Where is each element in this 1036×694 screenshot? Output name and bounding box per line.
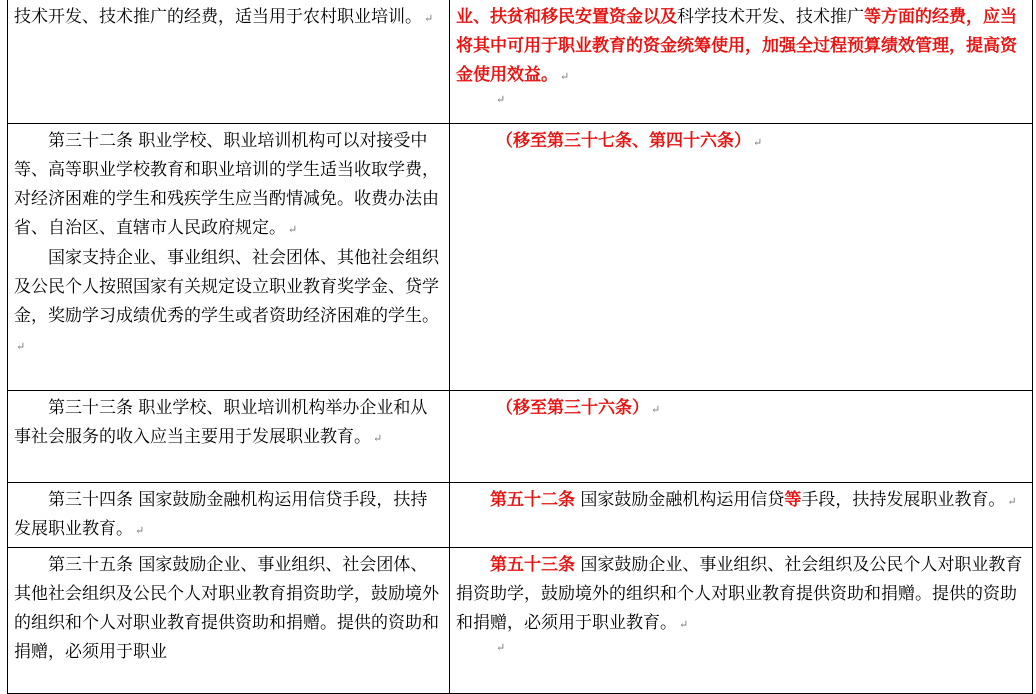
paragraph-text: 国家支持企业、事业组织、社会团体、其他社会组织及公民个人按照国家有关规定设立职业教育奖学金、贷学金，奖励学习成绩优秀的学生或者资助经济困难的学生。	[14, 248, 439, 326]
paragraph	[14, 394, 443, 453]
old-text-cell	[8, 391, 450, 483]
new-text-cell	[450, 0, 1033, 124]
comparison-table	[7, 0, 1033, 694]
old-text-cell	[8, 548, 450, 694]
paragraph	[14, 551, 443, 667]
table-row	[8, 391, 1033, 483]
paragraph-text: 手段，扶持发展职业教育。	[801, 490, 1006, 510]
paragraph	[456, 3, 1026, 91]
paragraph-text: 第三十三条 职业学校、职业培训机构举办企业和从事社会服务的收入应当主要用于发展职业教育。	[14, 398, 428, 447]
paragraph	[456, 486, 1026, 516]
table-row	[8, 483, 1033, 548]
article-number: 第五十三条	[490, 555, 575, 575]
paragraph-text: 国家鼓励企业、事业组织、社会组织及公民个人对职业教育捐资助学，鼓励境外的组织和个人对职业教育提供资助和捐赠。提供的资助和捐赠，必须用于职业教育。	[456, 555, 1023, 633]
paragraph	[14, 3, 443, 33]
paragraph	[456, 551, 1026, 639]
article-number: 第五十二条	[490, 490, 575, 510]
paragraph-mark: ↵	[496, 641, 506, 654]
paragraph-text: 第三十四条 国家鼓励金融机构运用信贷手段，扶持发展职业教育。	[14, 490, 428, 539]
new-text-cell	[450, 124, 1033, 391]
paragraph-mark: ↵	[1007, 495, 1017, 508]
paragraph-mark: ↵	[651, 403, 661, 416]
paragraph	[14, 244, 443, 361]
table-row	[8, 548, 1033, 694]
added-text: 业、扶贫和移民安置资金以及	[456, 7, 677, 27]
paragraph-text: 国家鼓励金融机构运用信贷	[575, 490, 785, 510]
new-text-cell	[450, 391, 1033, 483]
moved-note: （移至第三十六条）	[496, 398, 649, 418]
paragraph-mark: ↵	[135, 524, 145, 537]
table-row	[8, 124, 1033, 391]
added-text: 等	[784, 490, 802, 510]
paragraph-mark: ↵	[16, 340, 26, 353]
paragraph-text: 第三十五条 国家鼓励企业、事业组织、社会团体、其他社会组织及公民个人对职业教育捐资助学，鼓励境外的组织和个人对职业教育提供资助和捐赠。提供的资助和捐赠，必须用于职业	[14, 555, 439, 662]
paragraph-mark: ↵	[496, 93, 506, 106]
paragraph-mark: ↵	[424, 12, 434, 25]
paragraph-text: 科学技术开发、技术推广	[677, 7, 864, 27]
new-text-cell	[450, 548, 1033, 694]
paragraph-text: 第三十二条 职业学校、职业培训机构可以对接受中等、高等职业学校教育和职业培训的学生适当收取学费，对经济困难的学生和残疾学生应当酌情减免。收费办法由省、自治区、直辖市人民政府规定。	[14, 131, 439, 238]
paragraph	[456, 127, 1026, 157]
paragraph-mark: ↵	[753, 136, 763, 149]
paragraph-text: 技术开发、技术推广的经费，适当用于农村职业培训。	[14, 7, 422, 27]
paragraph-mark: ↵	[679, 618, 689, 631]
paragraph-mark: ↵	[288, 223, 298, 236]
table-row	[8, 0, 1033, 124]
old-text-cell	[8, 0, 450, 124]
paragraph	[14, 127, 443, 244]
old-text-cell	[8, 124, 450, 391]
added-text: 等方面的经费，应当将其中可用于职业教育的资金统筹使用，加强全过程预算绩效管理，提高资金使用效益。	[456, 7, 1017, 85]
paragraph-mark: ↵	[373, 432, 383, 445]
paragraph	[14, 486, 443, 545]
old-text-cell	[8, 483, 450, 548]
paragraph-mark: ↵	[560, 70, 570, 83]
new-text-cell	[450, 483, 1033, 548]
moved-note: （移至第三十七条、第四十六条）	[496, 131, 751, 151]
paragraph	[456, 394, 1026, 424]
